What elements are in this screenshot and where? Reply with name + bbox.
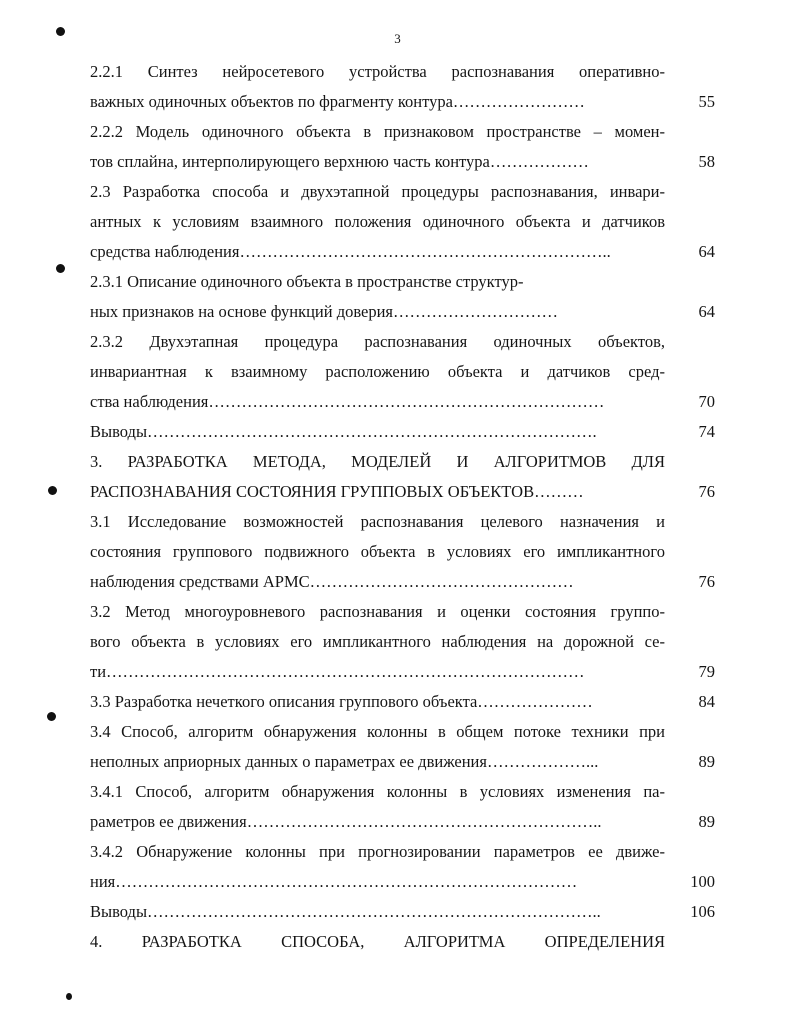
toc-page-number bbox=[655, 507, 715, 537]
toc-page-number: 84 bbox=[698, 692, 715, 711]
toc-page-number bbox=[655, 57, 715, 87]
scan-speck bbox=[48, 486, 57, 495]
toc-page-number: 76 bbox=[698, 572, 715, 591]
toc-line: 3.4.1 Способ, алгоритм обнаружения колонны в условиях изменения па- bbox=[90, 782, 665, 801]
toc-page-number: 64 bbox=[698, 242, 715, 261]
toc-line: РАСПОЗНАВАНИЯ СОСТОЯНИЯ ГРУППОВЫХ ОБЪЕКТОВ……… bbox=[90, 482, 584, 501]
toc-line: 4. РАЗРАБОТКА СПОСОБА, АЛГОРИТМА ОПРЕДЕЛЕНИЯ bbox=[90, 932, 665, 951]
toc-line: средства наблюдения………………………………………………………….. bbox=[90, 242, 611, 261]
toc-line: ния………………………………………………………………………… bbox=[90, 872, 578, 891]
toc-page-number: 106 bbox=[690, 902, 715, 921]
toc-line: тов сплайна, интерполирующего верхнюю часть контура……………… bbox=[90, 152, 589, 171]
toc-page-number: 89 bbox=[698, 752, 715, 771]
toc-line: Выводы………………………………………………………………………. bbox=[90, 422, 597, 441]
toc-page-number bbox=[655, 837, 715, 867]
toc-page-number: 64 bbox=[698, 302, 715, 321]
toc-page-number bbox=[655, 207, 715, 237]
toc-line: инвариантная к взаимному расположению объекта и датчиков сред- bbox=[90, 362, 665, 381]
toc-page-number bbox=[655, 927, 715, 957]
scan-speck bbox=[47, 712, 56, 721]
toc-page-number: 74 bbox=[698, 422, 715, 441]
toc-line: 3.4.2 Обнаружение колонны при прогнозировании параметров ее движе- bbox=[90, 842, 665, 861]
toc-line: 2.2.1 Синтез нейросетевого устройства распознавания оперативно- bbox=[90, 62, 665, 81]
toc-page-number bbox=[655, 717, 715, 747]
toc-line: 2.2.2 Модель одиночного объекта в признаковом пространстве – момен- bbox=[90, 122, 665, 141]
toc-line: 2.3 Разработка способа и двухэтапной процедуры распознавания, инвари- bbox=[90, 182, 665, 201]
toc-line: неполных априорных данных о параметрах ее движения………………... bbox=[90, 752, 599, 771]
toc-page-number: 76 bbox=[698, 482, 715, 501]
toc-page-number bbox=[655, 777, 715, 807]
toc-line: наблюдения средствами АРМС………………………………………… bbox=[90, 572, 574, 591]
toc-page-number bbox=[655, 447, 715, 477]
toc-page-number: 70 bbox=[698, 392, 715, 411]
toc-line: ти…………………………………………………………………………… bbox=[90, 662, 585, 681]
toc-page-number: 55 bbox=[698, 92, 715, 111]
toc-page-number bbox=[655, 537, 715, 567]
toc-line: 3.4 Способ, алгоритм обнаружения колонны в общем потоке техники при bbox=[90, 722, 665, 741]
toc-line: важных одиночных объектов по фрагменту контура…………………… bbox=[90, 92, 585, 111]
toc-page-number bbox=[655, 327, 715, 357]
toc-line: состояния группового подвижного объекта в условиях его импликантного bbox=[90, 542, 665, 561]
scan-speck bbox=[66, 993, 72, 1000]
toc-page-number bbox=[655, 117, 715, 147]
toc-line: ных признаков на основе функций доверия………………………… bbox=[90, 302, 559, 321]
scan-speck bbox=[56, 264, 65, 273]
toc-line: 3. РАЗРАБОТКА МЕТОДА, МОДЕЛЕЙ И АЛГОРИТМОВ ДЛЯ bbox=[90, 452, 665, 471]
toc-page-number bbox=[655, 177, 715, 207]
toc-page-number bbox=[655, 597, 715, 627]
scan-speck bbox=[56, 27, 65, 36]
toc-line: Выводы……………………………………………………………………….. bbox=[90, 902, 601, 921]
toc-page-number: 89 bbox=[698, 812, 715, 831]
toc-line: ства наблюдения……………………………………………………………… bbox=[90, 392, 605, 411]
toc-line: 3.2 Метод многоуровневого распознавания и оценки состояния группо- bbox=[90, 602, 665, 621]
toc-line: 2.3.1 Описание одиночного объекта в пространстве структур- bbox=[90, 272, 524, 291]
page-number: 3 bbox=[394, 31, 401, 46]
toc-page-number bbox=[655, 267, 715, 297]
toc-page-number bbox=[655, 357, 715, 387]
toc-page-number bbox=[655, 627, 715, 657]
toc-line: 3.1 Исследование возможностей распознавания целевого назначения и bbox=[90, 512, 665, 531]
toc-line: вого объекта в условиях его импликантного наблюдения на дорожной се- bbox=[90, 632, 665, 651]
toc-page-number: 58 bbox=[698, 152, 715, 171]
toc-line: 2.3.2 Двухэтапная процедура распознавания одиночных объектов, bbox=[90, 332, 665, 351]
toc-line: раметров ее движения……………………………………………………….. bbox=[90, 812, 602, 831]
toc-line: 3.3 Разработка нечеткого описания группового объекта………………… bbox=[90, 692, 593, 711]
toc-page-number: 79 bbox=[698, 662, 715, 681]
toc-line: антных к условиям взаимного положения одиночного объекта и датчиков bbox=[90, 212, 665, 231]
toc-page-number: 100 bbox=[690, 872, 715, 891]
